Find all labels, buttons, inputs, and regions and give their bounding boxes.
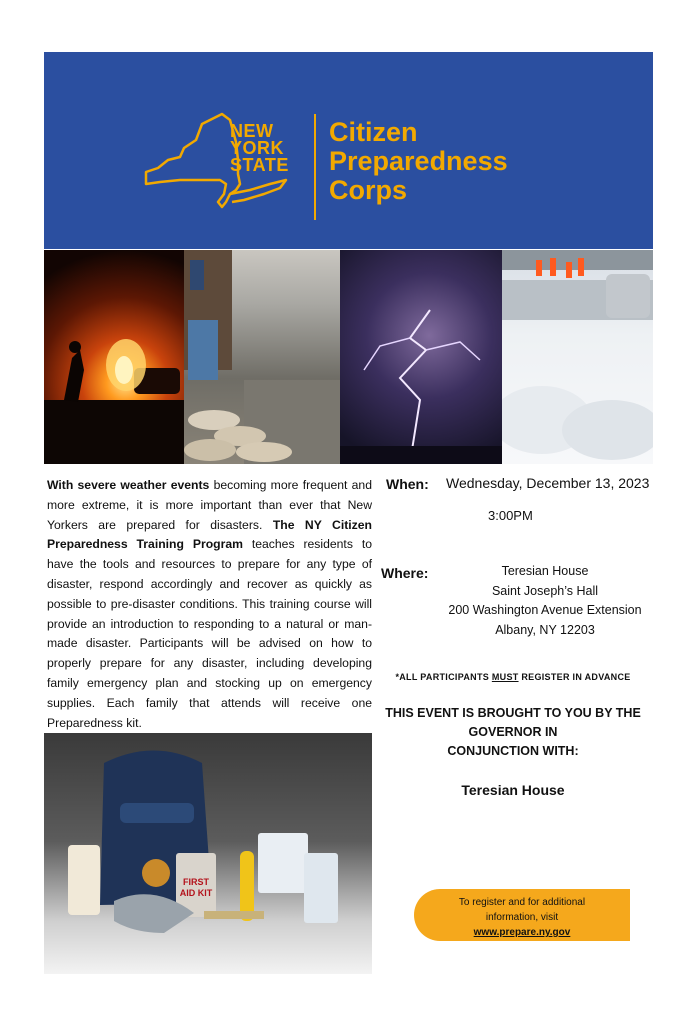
flood-photo [184, 250, 340, 464]
header-banner [44, 52, 653, 249]
register-note-prefix: *ALL PARTICIPANTS [395, 672, 492, 682]
banner-divider [314, 114, 316, 220]
nys-wordmark [230, 123, 289, 174]
intro-part2: teaches residents to have the tools and resources to prepare for any type of disaster, respond accordingly and recover as quickly as possible to pre-disaster conditions. This training course will provide an introduction to responding to a natural or man-made disaster. Participants will be advised on how to properly prepare for any disaster, including developing family emergency plan and stocking up on emergency supplies. Each family that attends will receive one Preparedness kit. [47, 537, 372, 730]
preparedness-kit-photo [44, 733, 372, 974]
address-line2: Saint Joseph’s Hall [491, 583, 599, 598]
sponsor-line3: CONJUNCTION WITH: [447, 744, 579, 758]
event-time: 3:00PM [488, 508, 533, 523]
wordmark-york: YORK [230, 138, 285, 158]
program-title-line1: Citizen [329, 117, 418, 147]
program-title-line3: Corps [329, 175, 408, 205]
register-link[interactable]: www.prepare.ny.gov [473, 927, 571, 938]
register-note-suffix: REGISTER IN ADVANCE [518, 672, 631, 682]
sponsor-statement [380, 704, 646, 761]
register-note [380, 672, 646, 682]
intro-lead: With severe weather events [47, 478, 210, 492]
register-callout [414, 889, 630, 941]
intro-paragraph [47, 476, 372, 733]
wordmark-new: NEW [230, 121, 274, 141]
where-label: Where: [381, 565, 429, 581]
intro-program-name: The NY Citizen Preparedness Training Program [47, 517, 372, 552]
partner-name: Teresian House [461, 782, 565, 798]
program-title [329, 118, 508, 205]
register-note-emphasis: MUST [491, 672, 519, 682]
sponsor-line2: GOVERNOR IN [468, 725, 558, 739]
event-date: Wednesday, December 13, 2023 [446, 475, 650, 491]
callout-line2: information, visit [485, 912, 559, 923]
address-line1: Teresian House [501, 564, 589, 578]
sponsor-line1: THIS EVENT IS BROUGHT TO YOU BY THE [385, 706, 641, 720]
wordmark-state: STATE [230, 155, 289, 175]
callout-line1: To register and for additional [458, 897, 586, 908]
first-aid-kit-label: FIRST [183, 877, 209, 887]
program-title-line2: Preparedness [329, 146, 508, 176]
fire-photo [44, 250, 184, 464]
intro-part1: becoming more frequent and more extreme, it is more important than ever that New Yorkers are prepared for disasters. [47, 478, 372, 532]
address-line4: Albany, NY 12203 [495, 622, 595, 637]
lightning-photo [340, 250, 502, 464]
snow-photo [502, 250, 653, 464]
when-label: When: [386, 476, 429, 492]
event-address [430, 562, 660, 640]
svg-text:AID KIT: AID KIT [179, 888, 213, 898]
disaster-photo-strip [44, 250, 653, 464]
address-line3: 200 Washington Avenue Extension [448, 603, 642, 617]
